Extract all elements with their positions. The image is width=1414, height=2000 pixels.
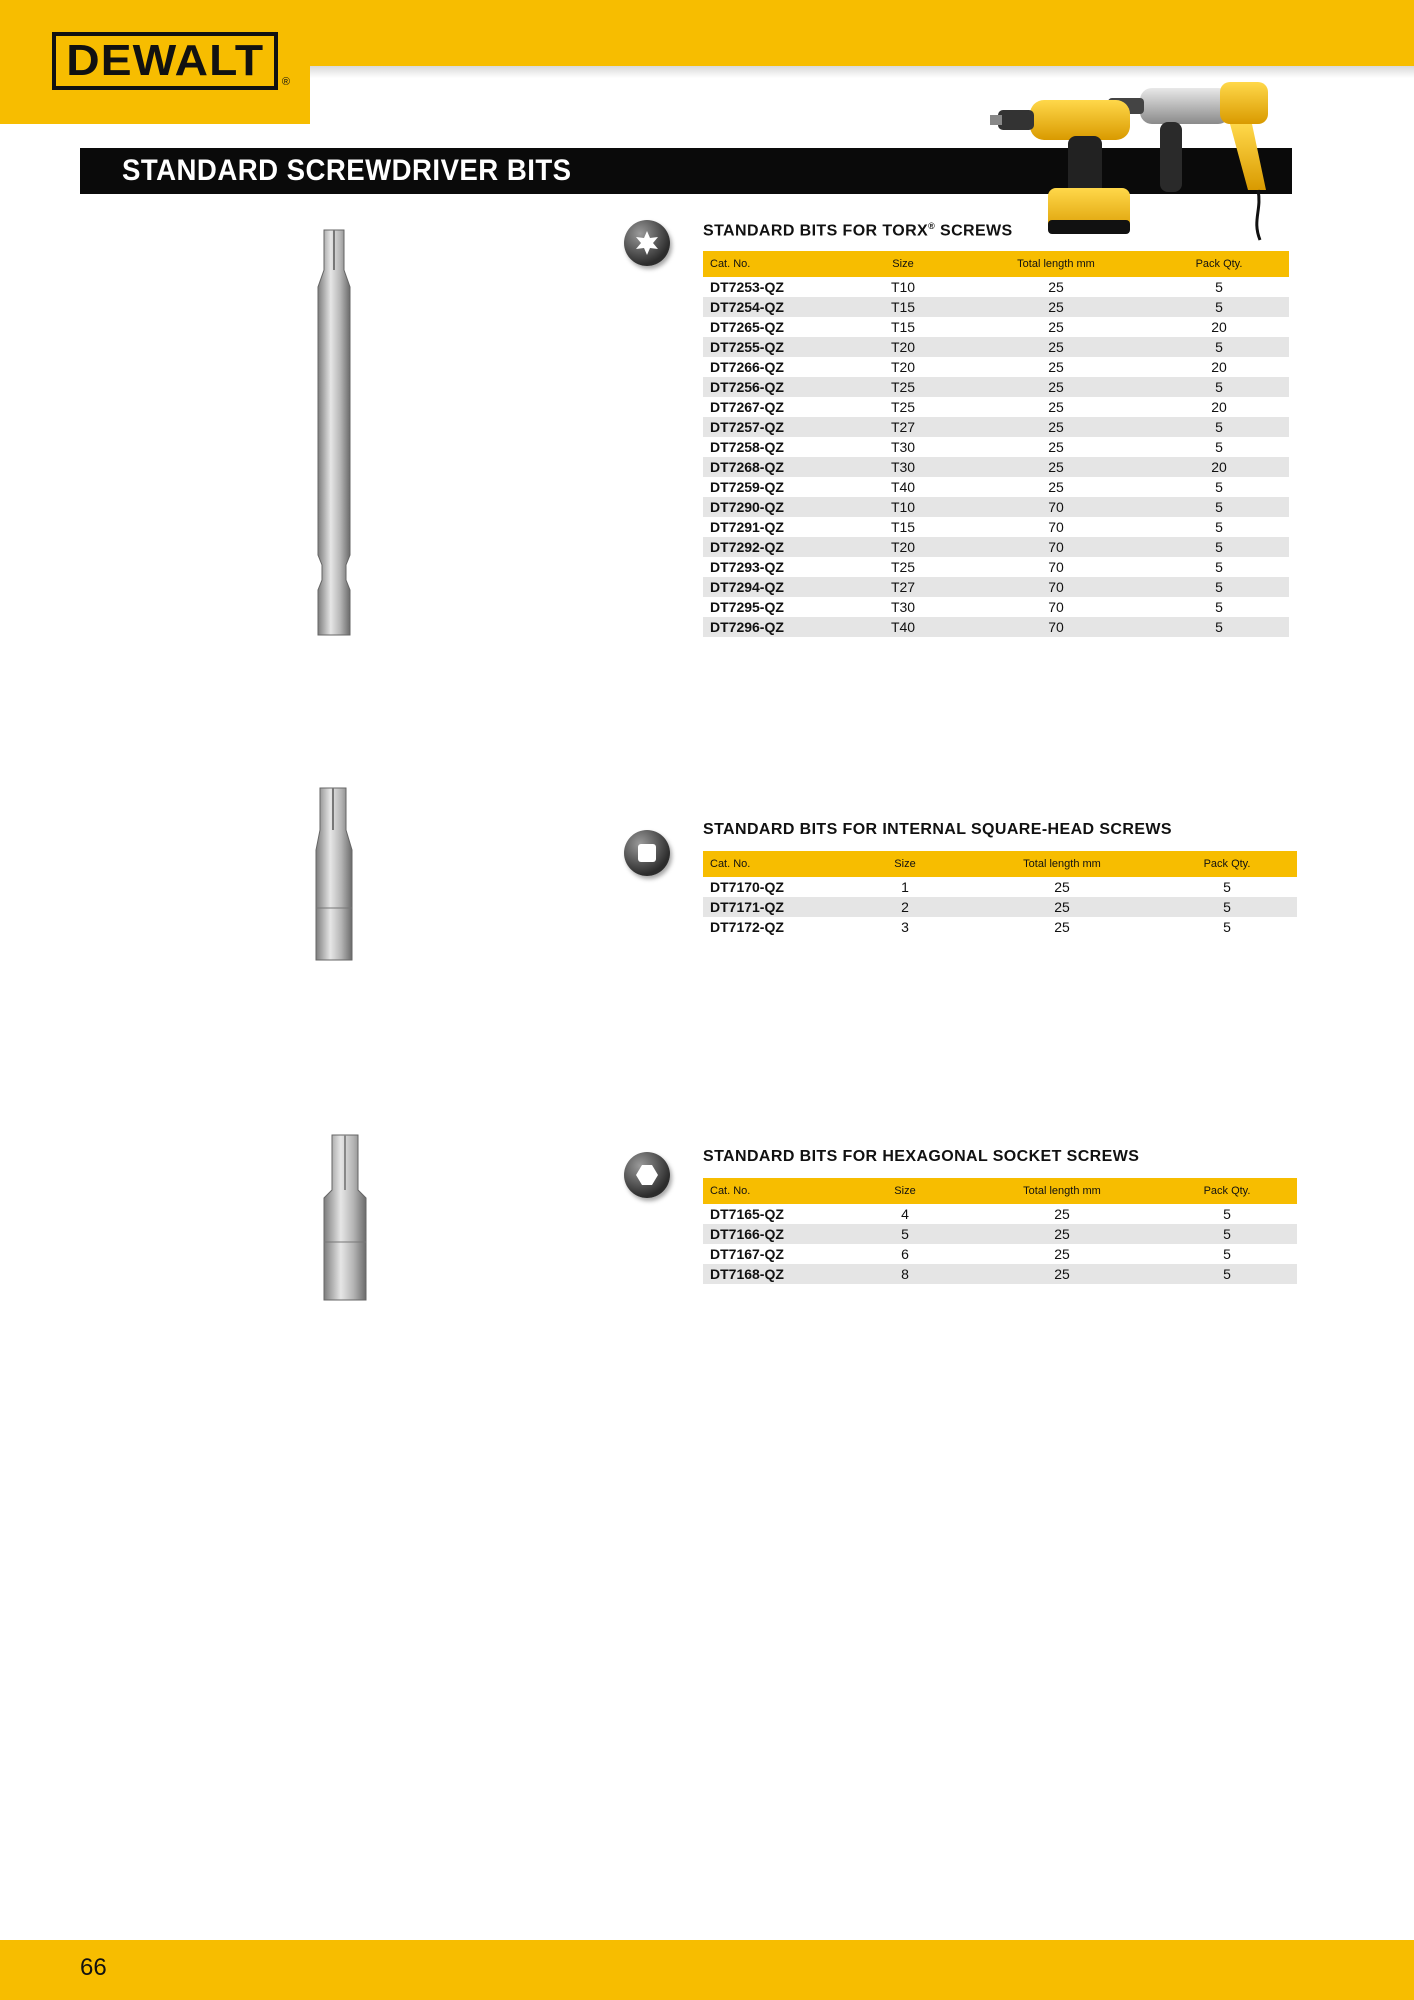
table-cell: T15	[843, 297, 963, 317]
table-cell: 5	[843, 1224, 967, 1244]
table-cell: DT7165-QZ	[710, 1206, 784, 1222]
section-title-torx	[703, 221, 1013, 240]
section-title-hex	[703, 1148, 1139, 1166]
table-cell: 25	[1048, 399, 1064, 415]
table-cell: T40	[890, 479, 916, 495]
table-cell: 5	[1149, 577, 1289, 597]
torx-bit-image	[300, 225, 380, 645]
table-cell: 25	[1054, 1246, 1070, 1262]
table-cell: 5	[1215, 519, 1223, 535]
table-row	[703, 417, 1289, 437]
hex-socket-bits-table	[703, 1178, 1297, 1284]
table-cell: DT7291-QZ	[710, 519, 784, 535]
table-cell: T27	[843, 417, 963, 437]
table-cell: DT7167-QZ	[710, 1246, 784, 1262]
table-cell: T10	[843, 497, 963, 517]
table-cell: 5	[1157, 897, 1297, 917]
table-row	[703, 497, 1289, 517]
table-cell: DT7265-QZ	[710, 319, 784, 335]
table-row	[703, 1264, 1297, 1284]
column-header: Size	[843, 251, 963, 277]
table-cell: 1	[901, 879, 909, 895]
table-cell: 5	[1157, 1224, 1297, 1244]
section-title-text: STANDARD BITS FOR TORX	[703, 222, 929, 240]
table-header-row	[703, 1178, 1297, 1204]
table-cell: T15	[890, 519, 916, 535]
table-row	[703, 597, 1289, 617]
table-row	[703, 917, 1297, 937]
table-cell: 5	[1215, 439, 1223, 455]
table-cell: DT7294-QZ	[703, 577, 843, 597]
column-header: Size	[843, 851, 967, 877]
table-cell: T15	[890, 319, 916, 335]
page-number: 66	[80, 1954, 107, 1981]
table-cell: T27	[843, 577, 963, 597]
table-cell: DT7293-QZ	[710, 559, 784, 575]
registered-mark: ®	[928, 221, 936, 231]
table-row	[703, 897, 1297, 917]
table-cell: 4	[901, 1206, 909, 1222]
table-row	[703, 357, 1289, 377]
table-cell: DT7172-QZ	[710, 919, 784, 935]
table-cell: 25	[1048, 439, 1064, 455]
table-cell: 2	[843, 897, 967, 917]
table-cell: DT7259-QZ	[710, 479, 784, 495]
dewalt-logo	[52, 32, 290, 90]
column-header: Pack Qty.	[1157, 851, 1297, 877]
table-row	[703, 877, 1297, 897]
table-cell: T25	[890, 559, 916, 575]
table-cell: DT7268-QZ	[703, 457, 843, 477]
table-cell: 20	[1211, 399, 1227, 415]
table-row	[703, 1224, 1297, 1244]
table-cell: 20	[1149, 457, 1289, 477]
column-header: Cat. No.	[703, 251, 843, 277]
table-cell: 70	[963, 577, 1149, 597]
table-cell: 70	[1048, 519, 1064, 535]
table-cell: DT7256-QZ	[703, 377, 843, 397]
drills-image	[990, 70, 1320, 245]
square-head-icon	[624, 830, 670, 876]
torx-bits-table	[703, 251, 1289, 637]
table-row	[703, 577, 1289, 597]
column-header: Cat. No.	[703, 1178, 843, 1204]
table-cell: DT7170-QZ	[710, 879, 784, 895]
column-header: Total length mm	[967, 1178, 1157, 1204]
hex-bit-image	[310, 1130, 390, 1310]
torx-icon	[624, 220, 670, 266]
table-cell: T20	[843, 537, 963, 557]
table-cell: DT7257-QZ	[703, 417, 843, 437]
table-header-row	[703, 251, 1289, 277]
table-cell: 25	[1048, 359, 1064, 375]
table-cell: 70	[963, 497, 1149, 517]
table-cell: 25	[1054, 1206, 1070, 1222]
table-cell: 25	[963, 457, 1149, 477]
table-cell: 25	[1054, 919, 1070, 935]
section-title-suffix: SCREWS	[935, 222, 1013, 240]
table-cell: 25	[1048, 479, 1064, 495]
table-cell: DT7171-QZ	[703, 897, 843, 917]
table-cell: T10	[890, 279, 916, 295]
table-cell: DT7292-QZ	[703, 537, 843, 557]
table-cell: 25	[1048, 319, 1064, 335]
table-row	[703, 1204, 1297, 1224]
table-cell: T30	[890, 439, 916, 455]
table-cell: 5	[1215, 279, 1223, 295]
table-cell: 25	[1048, 279, 1064, 295]
column-header: Pack Qty.	[1149, 251, 1289, 277]
column-header: Cat. No.	[703, 851, 843, 877]
section-title-square	[703, 821, 1172, 839]
table-cell: 5	[1215, 559, 1223, 575]
table-cell: 5	[1149, 297, 1289, 317]
table-cell: T20	[890, 359, 916, 375]
table-cell: DT7290-QZ	[703, 497, 843, 517]
column-header: Size	[843, 1178, 967, 1204]
table-cell: 25	[963, 417, 1149, 437]
table-cell: 6	[901, 1246, 909, 1262]
table-cell: T40	[843, 617, 963, 637]
logo-box	[0, 0, 310, 124]
section-title-text: STANDARD BITS FOR HEXAGONAL SOCKET SCREWS	[703, 1148, 1140, 1165]
table-cell: T20	[843, 337, 963, 357]
table-cell: 25	[963, 377, 1149, 397]
page-title: STANDARD SCREWDRIVER BITS	[122, 154, 572, 187]
table-cell: 8	[843, 1264, 967, 1284]
table-cell: 5	[1149, 377, 1289, 397]
table-cell: T30	[890, 599, 916, 615]
table-cell: 5	[1149, 337, 1289, 357]
column-header: Total length mm	[963, 251, 1149, 277]
table-cell: 5	[1157, 1264, 1297, 1284]
table-cell: 5	[1223, 879, 1231, 895]
table-row	[703, 477, 1289, 497]
table-row	[703, 317, 1289, 337]
page-footer	[0, 1940, 1414, 2000]
square-bit-image	[300, 780, 380, 980]
logo-text: DEWALT	[66, 36, 264, 85]
table-cell: 25	[967, 1224, 1157, 1244]
table-cell: 5	[1215, 479, 1223, 495]
table-row	[703, 1244, 1297, 1264]
column-header: Total length mm	[967, 851, 1157, 877]
table-cell: 5	[1215, 599, 1223, 615]
table-cell: 70	[963, 537, 1149, 557]
column-header: Pack Qty.	[1157, 1178, 1297, 1204]
table-cell: 25	[1054, 879, 1070, 895]
table-cell: DT7168-QZ	[703, 1264, 843, 1284]
table-cell: 70	[963, 617, 1149, 637]
table-cell: DT7296-QZ	[703, 617, 843, 637]
table-cell: T30	[843, 457, 963, 477]
table-row	[703, 617, 1289, 637]
table-row	[703, 277, 1289, 297]
table-cell: 5	[1223, 1246, 1231, 1262]
table-row	[703, 457, 1289, 477]
table-cell: 5	[1149, 417, 1289, 437]
table-cell: 25	[967, 1264, 1157, 1284]
section-title-text: STANDARD BITS FOR INTERNAL SQUARE-HEAD SCREWS	[703, 821, 1172, 838]
table-cell: DT7254-QZ	[703, 297, 843, 317]
table-row	[703, 557, 1289, 577]
table-cell: 5	[1223, 919, 1231, 935]
table-cell: 5	[1149, 617, 1289, 637]
table-cell: 5	[1223, 1206, 1231, 1222]
table-cell: 20	[1211, 359, 1227, 375]
table-row	[703, 397, 1289, 417]
table-cell: DT7267-QZ	[710, 399, 784, 415]
table-header-row	[703, 851, 1297, 877]
table-cell: 70	[1048, 559, 1064, 575]
table-cell: 25	[963, 297, 1149, 317]
table-cell: 25	[967, 897, 1157, 917]
logo-registered-mark: ®	[281, 76, 290, 88]
table-row	[703, 297, 1289, 317]
table-cell: DT7253-QZ	[710, 279, 784, 295]
hexagon-icon	[624, 1152, 670, 1198]
table-cell: T25	[843, 377, 963, 397]
table-row	[703, 537, 1289, 557]
table-cell: DT7295-QZ	[710, 599, 784, 615]
table-cell: 5	[1149, 497, 1289, 517]
table-cell: DT7258-QZ	[710, 439, 784, 455]
table-cell: DT7255-QZ	[703, 337, 843, 357]
table-cell: DT7166-QZ	[703, 1224, 843, 1244]
table-cell: 3	[901, 919, 909, 935]
table-cell: DT7266-QZ	[710, 359, 784, 375]
square-head-bits-table	[703, 851, 1297, 937]
table-cell: 25	[963, 337, 1149, 357]
table-row	[703, 437, 1289, 457]
table-cell: 20	[1211, 319, 1227, 335]
table-cell: 5	[1149, 537, 1289, 557]
table-cell: 70	[1048, 599, 1064, 615]
table-row	[703, 377, 1289, 397]
table-row	[703, 337, 1289, 357]
table-row	[703, 517, 1289, 537]
table-cell: T25	[890, 399, 916, 415]
